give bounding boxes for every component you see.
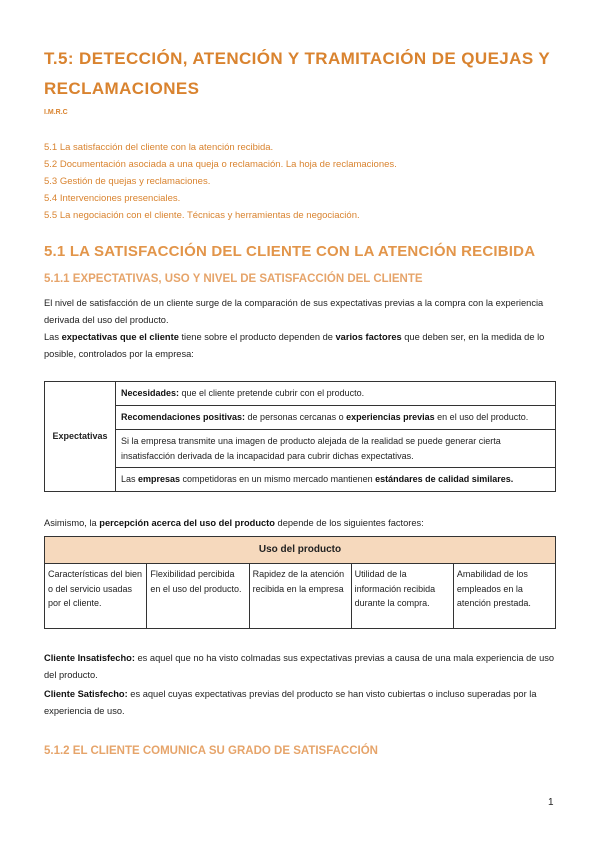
expectations-paragraph (44, 329, 559, 363)
bold-text: empresas (138, 474, 181, 484)
definition-satisfecho (44, 686, 559, 720)
text-run: en el uso del producto. (434, 412, 529, 422)
perception-paragraph (44, 515, 559, 532)
text-run: que deben ser, en la medida de lo posible, controlados por la empresa: (44, 332, 545, 359)
text-run: Las (44, 332, 62, 342)
text-run: competidoras en un mismo mercado mantienen (180, 474, 376, 484)
definition-insatisfecho (44, 650, 559, 684)
toc-item[interactable]: 5.4 Intervenciones presenciales. (44, 193, 181, 204)
usage-table-cell: Amabilidad de los empleados en la atención prestada. (453, 564, 555, 629)
expectations-label: Expectativas (45, 382, 116, 492)
table-cell (116, 382, 556, 406)
bold-text: experiencias previas (346, 412, 435, 422)
section-heading: 5.1 LA SATISFACCIÓN DEL CLIENTE CON LA ATENCIÓN RECIBIDA (44, 243, 536, 260)
bold-text: Cliente Insatisfecho: (44, 653, 135, 663)
bold-text: estándares de calidad similares. (375, 474, 514, 484)
bold-text: Necesidades: (121, 388, 180, 398)
usage-table-cell: Rapidez de la atención recibida en la empresa (249, 564, 351, 629)
usage-table-cell: Utilidad de la información recibida durante la compra. (351, 564, 453, 629)
title-line-1: T.5: DETECCIÓN, ATENCIÓN Y TRAMITACIÓN DE QUEJAS Y (44, 49, 551, 68)
text-run: es aquel que no ha visto colmadas sus expectativas previas a causa de una mala experiencia de uso del producto. (44, 653, 555, 680)
usage-table-cell: Flexibilidad percibida en el uso del producto. (147, 564, 249, 629)
toc-item[interactable]: 5.3 Gestión de quejas y reclamaciones. (44, 176, 211, 187)
usage-table-cell: Características del bien o del servicio usadas por el cliente. (45, 564, 147, 629)
table-cell: Si la empresa transmite una imagen de producto alejada de la realidad se puede generar cierta insatisfacción derivada de la incapacidad para cubrir dichas expectativas. (116, 430, 556, 468)
page-number: 1 (548, 797, 554, 808)
usage-table (44, 536, 556, 629)
toc-item[interactable]: 5.1 La satisfacción del cliente con la atención recibida. (44, 142, 274, 153)
title-line-2: RECLAMACIONES (44, 79, 200, 98)
text-run: que el cliente pretende cubrir con el producto. (179, 388, 365, 398)
text-run: de personas cercanas o (245, 412, 347, 422)
intro-paragraph: El nivel de satisfacción de un cliente surge de la comparación de sus expectativas previas a la compra con la experiencia derivada del uso del producto. (44, 298, 544, 325)
text-run: tiene sobre el producto dependen de (178, 332, 336, 342)
bold-text: varios factores (335, 332, 402, 342)
document-title (44, 44, 564, 104)
bold-text: expectativas que el cliente (61, 332, 179, 342)
table-of-contents (44, 139, 397, 224)
toc-item[interactable]: 5.5 La negociación con el cliente. Técnicas y herramientas de negociación. (44, 210, 360, 221)
text-run: Asimismo, la (44, 518, 100, 528)
subsection-heading-2: 5.1.2 EL CLIENTE COMUNICA SU GRADO DE SATISFACCIÓN (44, 745, 378, 757)
bold-text: Recomendaciones positivas: (121, 412, 246, 422)
toc-item[interactable]: 5.2 Documentación asociada a una queja o reclamación. La hoja de reclamaciones. (44, 159, 397, 170)
usage-table-header: Uso del producto (45, 537, 556, 564)
table-cell (116, 468, 556, 492)
text-run: es aquel cuyas expectativas previas del producto se han visto cubiertas o incluso superadas por la experiencia de uso. (44, 689, 537, 716)
text-run: Las (121, 474, 139, 484)
bold-text: Cliente Satisfecho: (44, 689, 128, 699)
text-run: depende de los siguientes factores: (274, 518, 424, 528)
table-cell (116, 406, 556, 430)
expectations-table (44, 381, 556, 492)
author-initials: I.M.R.C (44, 109, 68, 116)
bold-text: percepción acerca del uso del producto (99, 518, 275, 528)
subsection-heading: 5.1.1 EXPECTATIVAS, USO Y NIVEL DE SATISFACCIÓN DEL CLIENTE (44, 273, 423, 285)
